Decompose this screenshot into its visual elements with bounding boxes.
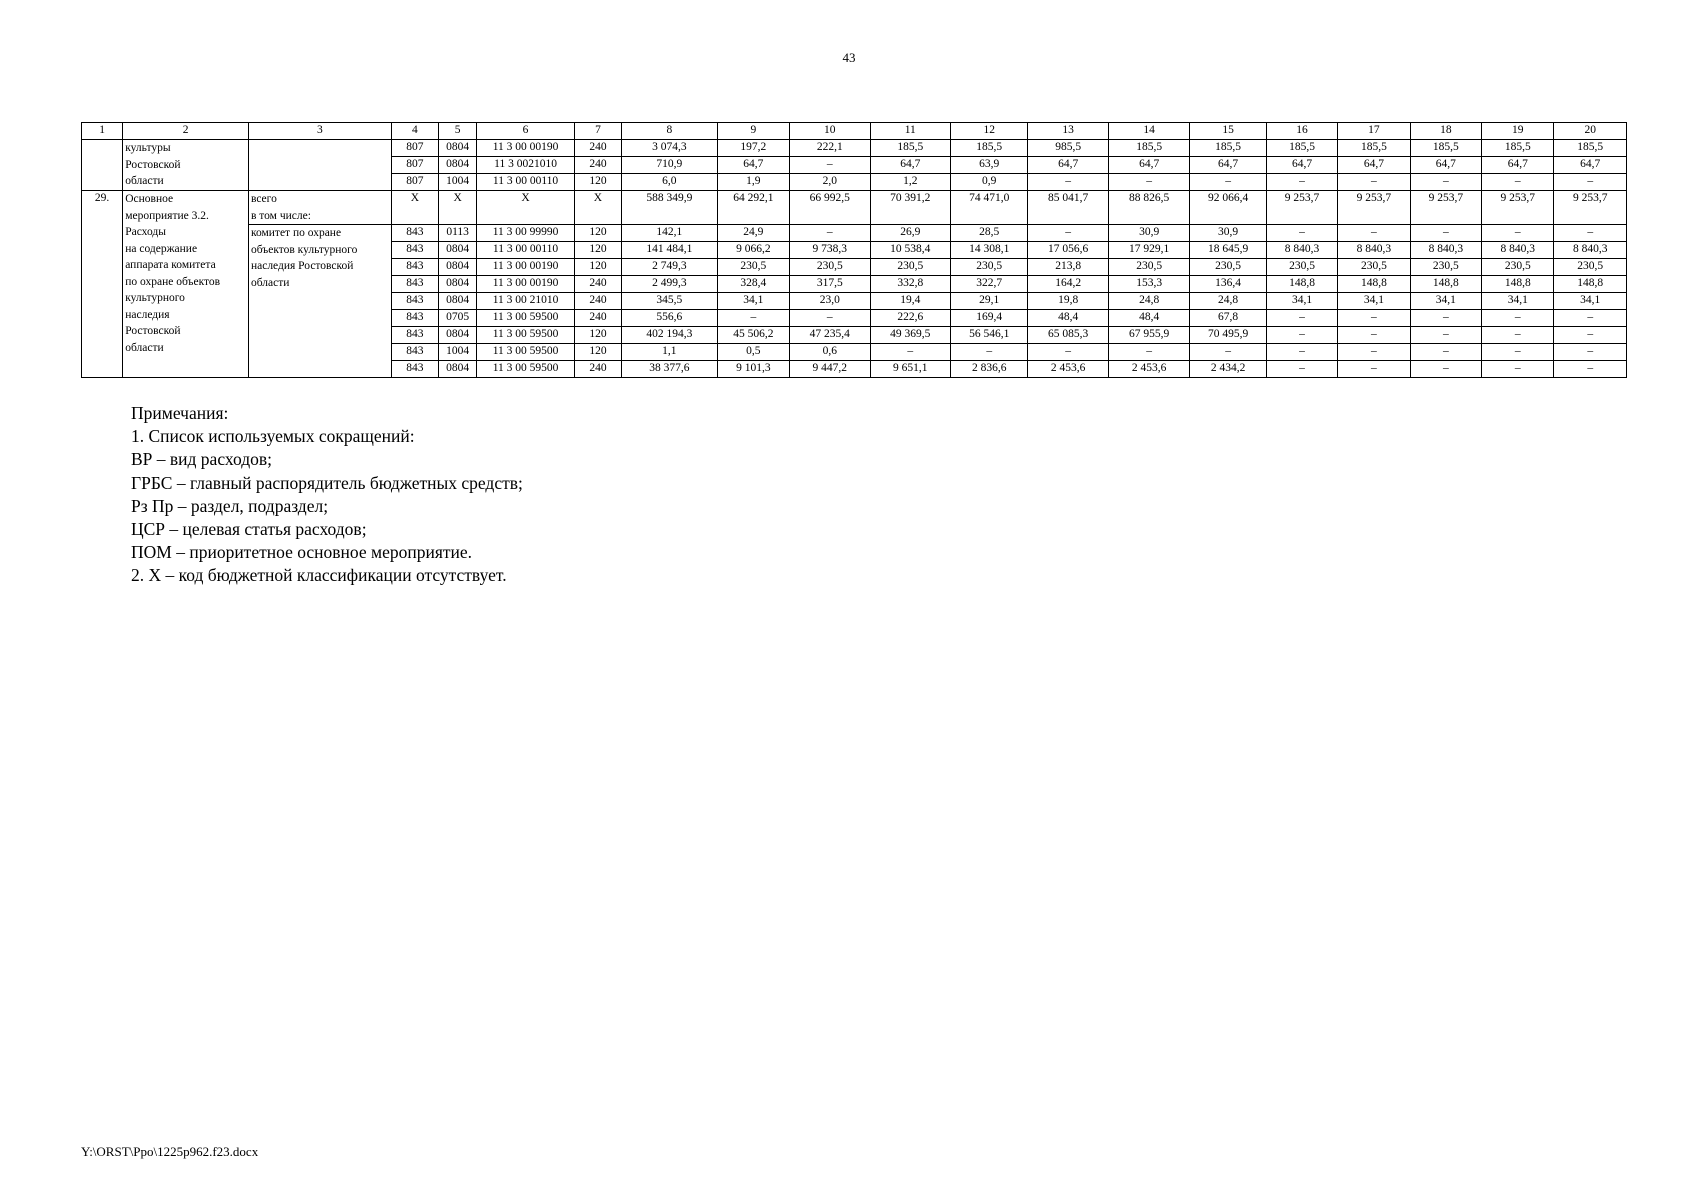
value-cell: – <box>1410 344 1481 361</box>
value-cell: 136,4 <box>1190 276 1266 293</box>
row-number-cell <box>82 140 123 191</box>
value-cell: 11 3 00 00190 <box>477 259 575 276</box>
value-cell: 317,5 <box>790 276 870 293</box>
total-value-cell: 588 349,9 <box>622 191 718 225</box>
value-cell: – <box>790 157 870 174</box>
value-cell: – <box>1554 225 1627 242</box>
value-cell: 10 538,4 <box>870 242 950 259</box>
value-cell: 24,9 <box>717 225 789 242</box>
value-cell: 48,4 <box>1108 310 1189 327</box>
value-cell: 230,5 <box>1190 259 1266 276</box>
value-cell: – <box>1410 361 1481 378</box>
value-cell: 11 3 00 00110 <box>477 174 575 191</box>
value-cell: – <box>717 310 789 327</box>
total-value-cell: 9 253,7 <box>1338 191 1410 225</box>
header-cell: 7 <box>574 123 621 140</box>
value-cell: 185,5 <box>1554 140 1627 157</box>
value-cell: 120 <box>574 174 621 191</box>
value-cell: 11 3 00 59500 <box>477 361 575 378</box>
header-cell: 5 <box>439 123 477 140</box>
value-cell: 240 <box>574 140 621 157</box>
note-line: 1. Список используемых сокращений: <box>131 426 415 447</box>
value-cell: – <box>1266 344 1337 361</box>
value-cell: 2 749,3 <box>622 259 718 276</box>
value-cell: 34,1 <box>1482 293 1554 310</box>
value-cell: – <box>1410 327 1481 344</box>
value-cell: 64,7 <box>1028 157 1108 174</box>
value-cell: 11 3 00 00190 <box>477 140 575 157</box>
value-cell: – <box>1338 310 1410 327</box>
value-cell: 11 3 00 21010 <box>477 293 575 310</box>
measure-name-line: Ростовской <box>125 325 181 337</box>
header-cell: 15 <box>1190 123 1266 140</box>
value-cell: 2 453,6 <box>1028 361 1108 378</box>
value-cell: 843 <box>391 225 438 242</box>
value-cell: 2,0 <box>790 174 870 191</box>
value-cell: 345,5 <box>622 293 718 310</box>
value-cell: – <box>790 310 870 327</box>
value-cell: 185,5 <box>1482 140 1554 157</box>
measure-name-line: области <box>125 175 164 187</box>
note-line: ГРБС – главный распорядитель бюджетных средств; <box>131 472 523 493</box>
budget-table <box>81 122 1627 378</box>
header-cell: 16 <box>1266 123 1337 140</box>
value-cell: 148,8 <box>1482 276 1554 293</box>
value-cell: 9 738,3 <box>790 242 870 259</box>
value-cell: 120 <box>574 242 621 259</box>
value-cell: 0,5 <box>717 344 789 361</box>
value-cell: 164,2 <box>1028 276 1108 293</box>
value-cell: 1,2 <box>870 174 950 191</box>
value-cell: 843 <box>391 327 438 344</box>
value-cell: 8 840,3 <box>1266 242 1337 259</box>
value-cell: 230,5 <box>1410 259 1481 276</box>
value-cell: – <box>1266 174 1337 191</box>
measure-name-line: культурного <box>125 292 185 304</box>
header-cell: 4 <box>391 123 438 140</box>
value-cell: 64,7 <box>1266 157 1337 174</box>
value-cell: – <box>1554 361 1627 378</box>
header-cell: 11 <box>870 123 950 140</box>
value-cell: 185,5 <box>870 140 950 157</box>
value-cell: 213,8 <box>1028 259 1108 276</box>
table-row <box>82 140 1627 157</box>
value-cell: 807 <box>391 140 438 157</box>
value-cell: 63,9 <box>951 157 1028 174</box>
total-value-cell: X <box>391 191 438 225</box>
value-cell: 843 <box>391 259 438 276</box>
value-cell: – <box>1028 174 1108 191</box>
value-cell: 11 3 00 59500 <box>477 310 575 327</box>
value-cell: 843 <box>391 361 438 378</box>
value-cell: – <box>1554 327 1627 344</box>
value-cell: 230,5 <box>951 259 1028 276</box>
value-cell: 843 <box>391 242 438 259</box>
value-cell: 120 <box>574 327 621 344</box>
value-cell: 9 066,2 <box>717 242 789 259</box>
value-cell: 153,3 <box>1108 276 1189 293</box>
value-cell: 64,7 <box>1554 157 1627 174</box>
value-cell: 11 3 00 59500 <box>477 344 575 361</box>
header-cell: 6 <box>477 123 575 140</box>
value-cell: – <box>951 344 1028 361</box>
value-cell: 9 101,3 <box>717 361 789 378</box>
value-cell: 141 484,1 <box>622 242 718 259</box>
row-number-cell: 29. <box>82 191 123 378</box>
total-label-line: всего <box>250 193 277 205</box>
value-cell: 0804 <box>439 361 477 378</box>
value-cell: 985,5 <box>1028 140 1108 157</box>
header-cell: 2 <box>123 123 249 140</box>
header-cell: 14 <box>1108 123 1189 140</box>
value-cell: 34,1 <box>717 293 789 310</box>
notes-section <box>131 402 523 588</box>
value-cell: 148,8 <box>1338 276 1410 293</box>
total-value-cell: 64 292,1 <box>717 191 789 225</box>
value-cell: 8 840,3 <box>1482 242 1554 259</box>
value-cell: 185,5 <box>1338 140 1410 157</box>
header-cell: 10 <box>790 123 870 140</box>
value-cell: 230,5 <box>1554 259 1627 276</box>
value-cell: 0804 <box>439 259 477 276</box>
value-cell: 240 <box>574 361 621 378</box>
value-cell: 0804 <box>439 140 477 157</box>
total-value-cell: X <box>574 191 621 225</box>
value-cell: 169,4 <box>951 310 1028 327</box>
table-row <box>82 225 1627 242</box>
value-cell: 556,6 <box>622 310 718 327</box>
value-cell: 34,1 <box>1338 293 1410 310</box>
measure-name-line: области <box>125 341 164 354</box>
value-cell: 45 506,2 <box>717 327 789 344</box>
value-cell: 230,5 <box>870 259 950 276</box>
note-line: ЦСР – целевая статья расходов; <box>131 519 367 540</box>
value-cell: 0804 <box>439 242 477 259</box>
value-cell: – <box>1482 344 1554 361</box>
header-cell: 8 <box>622 123 718 140</box>
note-line: ВР – вид расходов; <box>131 449 272 470</box>
value-cell: 70 495,9 <box>1190 327 1266 344</box>
header-cell: 3 <box>248 123 391 140</box>
value-cell: 30,9 <box>1108 225 1189 242</box>
value-cell: – <box>1028 225 1108 242</box>
note-line: ПОМ – приоритетное основное мероприятие. <box>131 542 473 563</box>
value-cell: 148,8 <box>1554 276 1627 293</box>
value-cell: 240 <box>574 293 621 310</box>
value-cell: 29,1 <box>951 293 1028 310</box>
value-cell: 1004 <box>439 174 477 191</box>
measure-name-line: мероприятие 3.2. <box>125 209 209 222</box>
value-cell: 64,7 <box>870 157 950 174</box>
value-cell: 8 840,3 <box>1338 242 1410 259</box>
total-value-cell: 92 066,4 <box>1190 191 1266 225</box>
value-cell: 843 <box>391 293 438 310</box>
value-cell: 24,8 <box>1190 293 1266 310</box>
value-cell: 34,1 <box>1410 293 1481 310</box>
value-cell: 240 <box>574 276 621 293</box>
value-cell: 64,7 <box>1410 157 1481 174</box>
value-cell: 402 194,3 <box>622 327 718 344</box>
value-cell: 0804 <box>439 157 477 174</box>
total-value-cell: 88 826,5 <box>1108 191 1189 225</box>
table-row-total <box>82 191 1627 225</box>
value-cell: – <box>1410 310 1481 327</box>
total-value-cell: X <box>439 191 477 225</box>
value-cell: 18 645,9 <box>1190 242 1266 259</box>
value-cell: – <box>1338 361 1410 378</box>
executor-line: комитет по охране <box>250 227 342 239</box>
value-cell: 11 3 00 99990 <box>477 225 575 242</box>
value-cell: 148,8 <box>1410 276 1481 293</box>
value-cell: 30,9 <box>1190 225 1266 242</box>
executor-line: области <box>250 276 290 289</box>
value-cell: 328,4 <box>717 276 789 293</box>
value-cell: 2 434,2 <box>1190 361 1266 378</box>
note-line: 2. Х – код бюджетной классификации отсутствует. <box>131 565 507 586</box>
total-label-line: в том числе: <box>250 209 311 222</box>
value-cell: 8 840,3 <box>1554 242 1627 259</box>
total-value-cell: 9 253,7 <box>1266 191 1337 225</box>
value-cell: 6,0 <box>622 174 718 191</box>
value-cell: 240 <box>574 310 621 327</box>
value-cell: 322,7 <box>951 276 1028 293</box>
value-cell: 3 074,3 <box>622 140 718 157</box>
value-cell: – <box>1482 225 1554 242</box>
value-cell: 48,4 <box>1028 310 1108 327</box>
header-cell: 13 <box>1028 123 1108 140</box>
value-cell: – <box>1266 225 1337 242</box>
value-cell: 1004 <box>439 344 477 361</box>
value-cell: 185,5 <box>951 140 1028 157</box>
footer-file-path: Y:\ORST\Ppo\1225p962.f23.docx <box>81 1144 259 1159</box>
total-value-cell: 9 253,7 <box>1482 191 1554 225</box>
value-cell: 17 056,6 <box>1028 242 1108 259</box>
value-cell: 185,5 <box>1266 140 1337 157</box>
value-cell: 710,9 <box>622 157 718 174</box>
value-cell: 230,5 <box>1108 259 1189 276</box>
value-cell: 64,7 <box>1108 157 1189 174</box>
value-cell: 0,6 <box>790 344 870 361</box>
value-cell: 2 453,6 <box>1108 361 1189 378</box>
value-cell: – <box>1482 361 1554 378</box>
value-cell: 843 <box>391 310 438 327</box>
value-cell: 0,9 <box>951 174 1028 191</box>
value-cell: 185,5 <box>1190 140 1266 157</box>
value-cell: 807 <box>391 174 438 191</box>
value-cell: 11 3 0021010 <box>477 157 575 174</box>
value-cell: 120 <box>574 225 621 242</box>
value-cell: 222,1 <box>790 140 870 157</box>
value-cell: 64,7 <box>717 157 789 174</box>
value-cell: 19,8 <box>1028 293 1108 310</box>
value-cell: 14 308,1 <box>951 242 1028 259</box>
measure-name-cell <box>123 191 249 378</box>
executor-line: объектов культурного <box>250 243 358 256</box>
total-value-cell: 9 253,7 <box>1410 191 1481 225</box>
value-cell: 9 651,1 <box>870 361 950 378</box>
value-cell: 222,6 <box>870 310 950 327</box>
measure-name-line: на содержание <box>125 242 198 255</box>
measure-name-line: Основное <box>125 193 174 205</box>
value-cell: – <box>1266 361 1337 378</box>
header-cell: 19 <box>1482 123 1554 140</box>
value-cell: 0113 <box>439 225 477 242</box>
value-cell: 120 <box>574 344 621 361</box>
value-cell: 807 <box>391 157 438 174</box>
value-cell: – <box>1108 344 1189 361</box>
value-cell: 230,5 <box>1338 259 1410 276</box>
value-cell: 1,1 <box>622 344 718 361</box>
value-cell: 11 3 00 00190 <box>477 276 575 293</box>
value-cell: – <box>1338 344 1410 361</box>
header-cell: 17 <box>1338 123 1410 140</box>
total-value-cell: 74 471,0 <box>951 191 1028 225</box>
value-cell: 0705 <box>439 310 477 327</box>
value-cell: 34,1 <box>1266 293 1337 310</box>
total-value-cell: X <box>477 191 575 225</box>
value-cell: 67 955,9 <box>1108 327 1189 344</box>
total-value-cell: 70 391,2 <box>870 191 950 225</box>
value-cell: 142,1 <box>622 225 718 242</box>
total-value-cell: 9 253,7 <box>1554 191 1627 225</box>
page-number: 43 <box>842 50 856 65</box>
value-cell: 65 085,3 <box>1028 327 1108 344</box>
value-cell: – <box>1338 174 1410 191</box>
measure-name-cell <box>123 140 249 191</box>
value-cell: – <box>1190 174 1266 191</box>
value-cell: – <box>1338 225 1410 242</box>
value-cell: 240 <box>574 157 621 174</box>
measure-name-line: Ростовской <box>125 158 181 171</box>
value-cell: 332,8 <box>870 276 950 293</box>
value-cell: 148,8 <box>1266 276 1337 293</box>
value-cell: 197,2 <box>717 140 789 157</box>
executor-cell <box>248 225 391 378</box>
value-cell: 47 235,4 <box>790 327 870 344</box>
value-cell: – <box>1482 310 1554 327</box>
header-cell: 18 <box>1410 123 1481 140</box>
total-value-cell: 66 992,5 <box>790 191 870 225</box>
value-cell: – <box>1410 225 1481 242</box>
value-cell: 230,5 <box>717 259 789 276</box>
value-cell: 843 <box>391 276 438 293</box>
value-cell: 49 369,5 <box>870 327 950 344</box>
value-cell: 23,0 <box>790 293 870 310</box>
measure-name-line: Расходы <box>125 226 166 238</box>
value-cell: 230,5 <box>790 259 870 276</box>
value-cell: – <box>870 344 950 361</box>
value-cell: – <box>1410 174 1481 191</box>
value-cell: – <box>1266 327 1337 344</box>
value-cell: – <box>790 225 870 242</box>
value-cell: – <box>1554 344 1627 361</box>
value-cell: 2 836,6 <box>951 361 1028 378</box>
value-cell: 0804 <box>439 276 477 293</box>
executor-cell <box>248 140 391 191</box>
value-cell: – <box>1338 327 1410 344</box>
value-cell: 230,5 <box>1482 259 1554 276</box>
value-cell: – <box>1554 310 1627 327</box>
value-cell: – <box>1028 344 1108 361</box>
value-cell: – <box>1108 174 1189 191</box>
header-cell: 12 <box>951 123 1028 140</box>
value-cell: 64,7 <box>1338 157 1410 174</box>
value-cell: 185,5 <box>1410 140 1481 157</box>
executor-line: наследия Ростовской <box>250 260 354 272</box>
value-cell: – <box>1482 327 1554 344</box>
value-cell: 67,8 <box>1190 310 1266 327</box>
value-cell: 38 377,6 <box>622 361 718 378</box>
value-cell: 28,5 <box>951 225 1028 242</box>
value-cell: 9 447,2 <box>790 361 870 378</box>
header-cell: 20 <box>1554 123 1627 140</box>
value-cell: – <box>1482 174 1554 191</box>
value-cell: 26,9 <box>870 225 950 242</box>
value-cell: 64,7 <box>1190 157 1266 174</box>
measure-name-line: наследия <box>125 308 170 321</box>
value-cell: 11 3 00 00110 <box>477 242 575 259</box>
value-cell: 0804 <box>439 293 477 310</box>
header-cell: 9 <box>717 123 789 140</box>
value-cell: 24,8 <box>1108 293 1189 310</box>
value-cell: – <box>1190 344 1266 361</box>
value-cell: 56 546,1 <box>951 327 1028 344</box>
value-cell: 11 3 00 59500 <box>477 327 575 344</box>
note-line: Рз Пр – раздел, подраздел; <box>131 495 329 516</box>
value-cell: 1,9 <box>717 174 789 191</box>
total-value-cell: 85 041,7 <box>1028 191 1108 225</box>
measure-name-line: аппарата комитета <box>125 259 216 271</box>
value-cell: 64,7 <box>1482 157 1554 174</box>
measure-name-line: по охране объектов <box>125 275 221 288</box>
value-cell: 19,4 <box>870 293 950 310</box>
value-cell: 120 <box>574 259 621 276</box>
value-cell: 2 499,3 <box>622 276 718 293</box>
value-cell: 17 929,1 <box>1108 242 1189 259</box>
header-cell: 1 <box>82 123 123 140</box>
value-cell: 230,5 <box>1266 259 1337 276</box>
total-label-cell <box>248 191 391 225</box>
value-cell: 185,5 <box>1108 140 1189 157</box>
value-cell: – <box>1554 174 1627 191</box>
value-cell: – <box>1266 310 1337 327</box>
value-cell: 843 <box>391 344 438 361</box>
value-cell: 0804 <box>439 327 477 344</box>
value-cell: 34,1 <box>1554 293 1627 310</box>
header-row <box>82 123 1627 140</box>
notes-title: Примечания: <box>131 403 229 423</box>
measure-name-line: культуры <box>125 142 171 154</box>
value-cell: 8 840,3 <box>1410 242 1481 259</box>
